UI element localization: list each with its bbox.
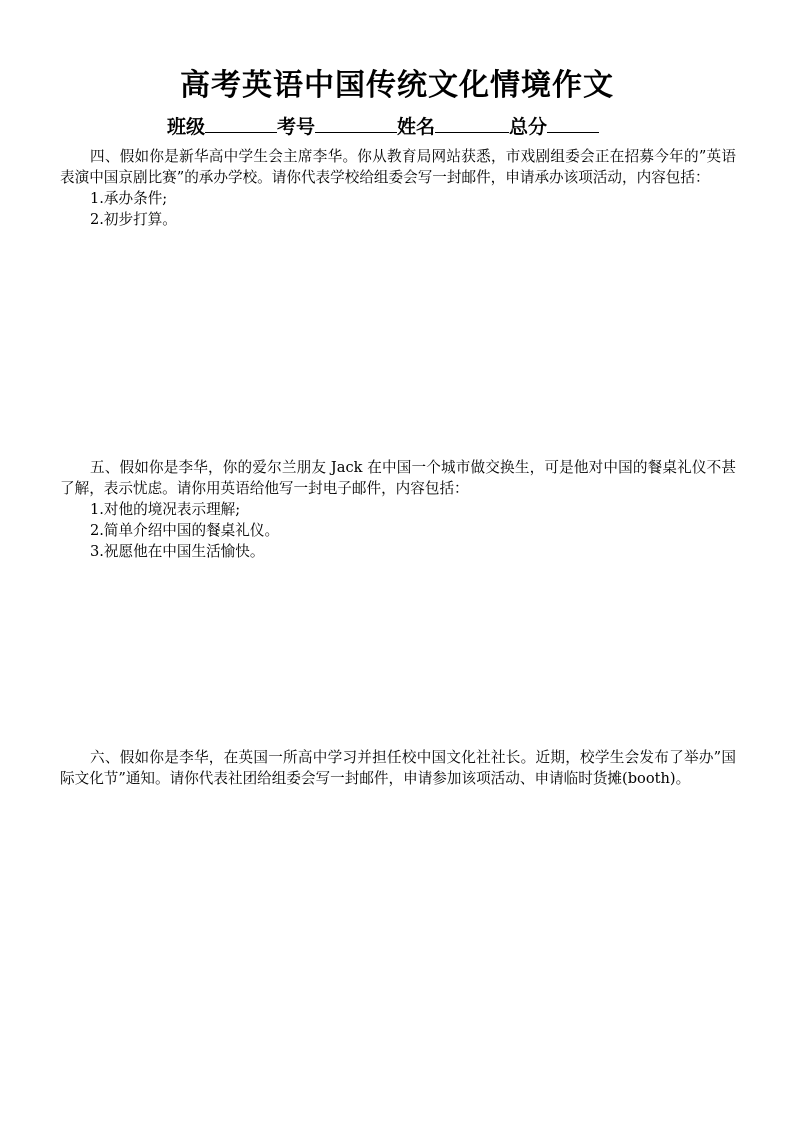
question-item: 3.祝愿他在中国生活愉快。 <box>90 543 265 560</box>
question-item: 1.承办条件; <box>90 190 168 207</box>
question-stem: 五、假如你是李华，你的爱尔兰朋友 Jack 在中国一个城市做交换生，可是他对中国的餐桌礼仪不甚了解，表示忧虑。请你用英语给他写一封电子邮件，内容包括： <box>60 459 736 497</box>
question-item: 2.简单介绍中国的餐桌礼仪。 <box>90 522 280 539</box>
question-item: 1.对他的境况表示理解; <box>90 501 241 518</box>
number-label: 考号 <box>277 116 316 138</box>
score-blank[interactable] <box>547 114 599 133</box>
question-six <box>60 747 736 789</box>
name-blank[interactable] <box>435 114 509 133</box>
student-info-line <box>167 112 599 139</box>
question-item: 2.初步打算。 <box>90 211 177 228</box>
page-title: 高考英语中国传统文化情境作文 <box>180 68 614 103</box>
question-stem: 四、假如你是新华高中学生会主席李华。你从教育局网站获悉，市戏剧组委会正在招募今年的”英语表演中国京剧比赛”的承办学校。请你代表学校给组委会写一封邮件，申请承办该项活动，内容包括： <box>60 148 736 186</box>
number-blank[interactable] <box>315 114 397 133</box>
question-five <box>60 457 736 562</box>
question-four <box>60 146 736 230</box>
question-stem: 六、假如你是李华，在英国一所高中学习并担任校中国文化社社长。近期，校学生会发布了举办”国际文化节”通知。请你代表社团给组委会写一封邮件，申请参加该项活动、申请临时货摊(booth)。 <box>60 749 736 787</box>
class-blank[interactable] <box>205 114 277 133</box>
score-label: 总分 <box>509 116 548 138</box>
name-label: 姓名 <box>397 116 436 138</box>
class-label: 班级 <box>167 116 206 138</box>
